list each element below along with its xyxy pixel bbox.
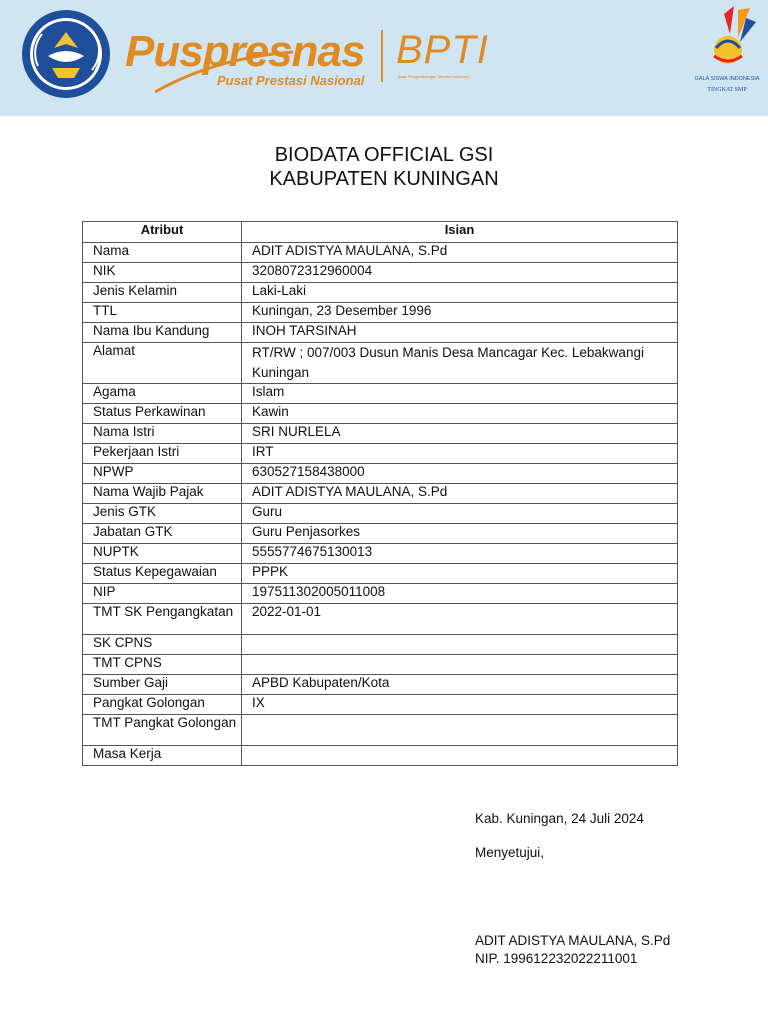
row-attr: Agama <box>83 384 242 404</box>
row-attr: NPWP <box>83 464 242 484</box>
tut-wuri-handayani-logo-icon <box>18 8 114 100</box>
row-attr: Nama Wajib Pajak <box>83 484 242 504</box>
row-value: SRI NURLELA <box>242 424 678 444</box>
column-header-isian: Isian <box>242 222 678 243</box>
table-row <box>83 243 678 263</box>
table-row <box>83 544 678 564</box>
row-value: IRT <box>242 444 678 464</box>
table-row <box>83 524 678 544</box>
row-attr: Nama Istri <box>83 424 242 444</box>
row-value: APBD Kabupaten/Kota <box>242 675 678 695</box>
row-value: 197511302005011008 <box>242 584 678 604</box>
biodata-table <box>82 221 678 766</box>
row-attr: Pangkat Golongan <box>83 695 242 715</box>
row-value: ADIT ADISTYA MAULANA, S.Pd <box>242 484 678 504</box>
row-value <box>242 655 678 675</box>
row-attr: TTL <box>83 303 242 323</box>
row-attr: Jenis GTK <box>83 504 242 524</box>
table-row <box>83 484 678 504</box>
table-row <box>83 384 678 404</box>
row-value: 5555774675130013 <box>242 544 678 564</box>
row-attr: NIK <box>83 263 242 283</box>
row-value: Laki-Laki <box>242 283 678 303</box>
table-row <box>83 303 678 323</box>
table-row <box>83 604 678 635</box>
table-row <box>83 655 678 675</box>
table-row <box>83 564 678 584</box>
row-attr: Nama Ibu Kandung <box>83 323 242 343</box>
row-value: 3208072312960004 <box>242 263 678 283</box>
row-attr: Masa Kerja <box>83 746 242 766</box>
row-value: 630527158438000 <box>242 464 678 484</box>
row-attr: NUPTK <box>83 544 242 564</box>
title-line-2: KABUPATEN KUNINGAN <box>269 168 499 190</box>
row-attr: Jenis Kelamin <box>83 283 242 303</box>
row-value: Guru Penjasorkes <box>242 524 678 544</box>
table-row <box>83 464 678 484</box>
row-value: Kuningan, 23 Desember 1996 <box>242 303 678 323</box>
table-header-row <box>83 222 678 243</box>
table-row <box>83 444 678 464</box>
signature-approval: Menyetujui, <box>475 845 545 860</box>
row-value <box>242 746 678 766</box>
row-attr: SK CPNS <box>83 635 242 655</box>
row-attr: Pekerjaan Istri <box>83 444 242 464</box>
title-line-1: BIODATA OFFICIAL GSI <box>274 144 494 166</box>
row-attr: Status Kepegawaian <box>83 564 242 584</box>
table-row <box>83 695 678 715</box>
signature-place-date: Kab. Kuningan, 24 Juli 2024 <box>475 811 644 826</box>
row-attr: NIP <box>83 584 242 604</box>
table-row <box>83 424 678 444</box>
row-value: 2022-01-01 <box>242 604 678 635</box>
table-row <box>83 584 678 604</box>
brand-name: Puspresnas <box>125 27 365 76</box>
table-row <box>83 715 678 746</box>
row-attr: TMT CPNS <box>83 655 242 675</box>
table-row <box>83 323 678 343</box>
row-value: PPPK <box>242 564 678 584</box>
brand-subtitle: Pusat Prestasi Nasional <box>217 73 365 88</box>
row-attr: Alamat <box>83 343 242 384</box>
row-value: Kawin <box>242 404 678 424</box>
row-attr: Nama <box>83 243 242 263</box>
table-row <box>83 635 678 655</box>
gsi-logo-line2: TINGKAT SMP <box>707 87 747 93</box>
row-attr: Status Perkawinan <box>83 404 242 424</box>
table-row <box>83 263 678 283</box>
gsi-logo-icon <box>694 4 760 98</box>
bpti-logo <box>396 28 489 79</box>
row-attr: TMT SK Pengangkatan <box>83 604 242 635</box>
header-banner <box>0 0 768 116</box>
logo-separator <box>381 30 383 82</box>
row-value: IX <box>242 695 678 715</box>
row-value: Islam <box>242 384 678 404</box>
row-value <box>242 635 678 655</box>
table-row <box>83 746 678 766</box>
signature-nip: NIP. 199612232022211001 <box>475 951 638 966</box>
table-row <box>83 675 678 695</box>
row-value: INOH TARSINAH <box>242 323 678 343</box>
table-row <box>83 343 678 384</box>
row-attr: Sumber Gaji <box>83 675 242 695</box>
row-value: ADIT ADISTYA MAULANA, S.Pd <box>242 243 678 263</box>
puspresnas-logo <box>125 27 365 88</box>
table-row <box>83 404 678 424</box>
table-row <box>83 504 678 524</box>
row-value: RT/RW ; 007/003 Dusun Manis Desa Mancagar Kec. Lebakwangi Kuningan <box>242 343 678 384</box>
column-header-atribut: Atribut <box>83 222 242 243</box>
page-title <box>0 143 768 191</box>
row-attr: TMT Pangkat Golongan <box>83 715 242 746</box>
partner-name: BPTI <box>396 28 489 72</box>
signature-name: ADIT ADISTYA MAULANA, S.Pd <box>475 933 671 948</box>
row-value: Guru <box>242 504 678 524</box>
row-value <box>242 715 678 746</box>
partner-subtitle: Balai Pengembangan Talenta Indonesia <box>398 74 469 79</box>
table-row <box>83 283 678 303</box>
row-attr: Jabatan GTK <box>83 524 242 544</box>
gsi-logo-line1: GALA SISWA INDONESIA <box>694 76 760 82</box>
